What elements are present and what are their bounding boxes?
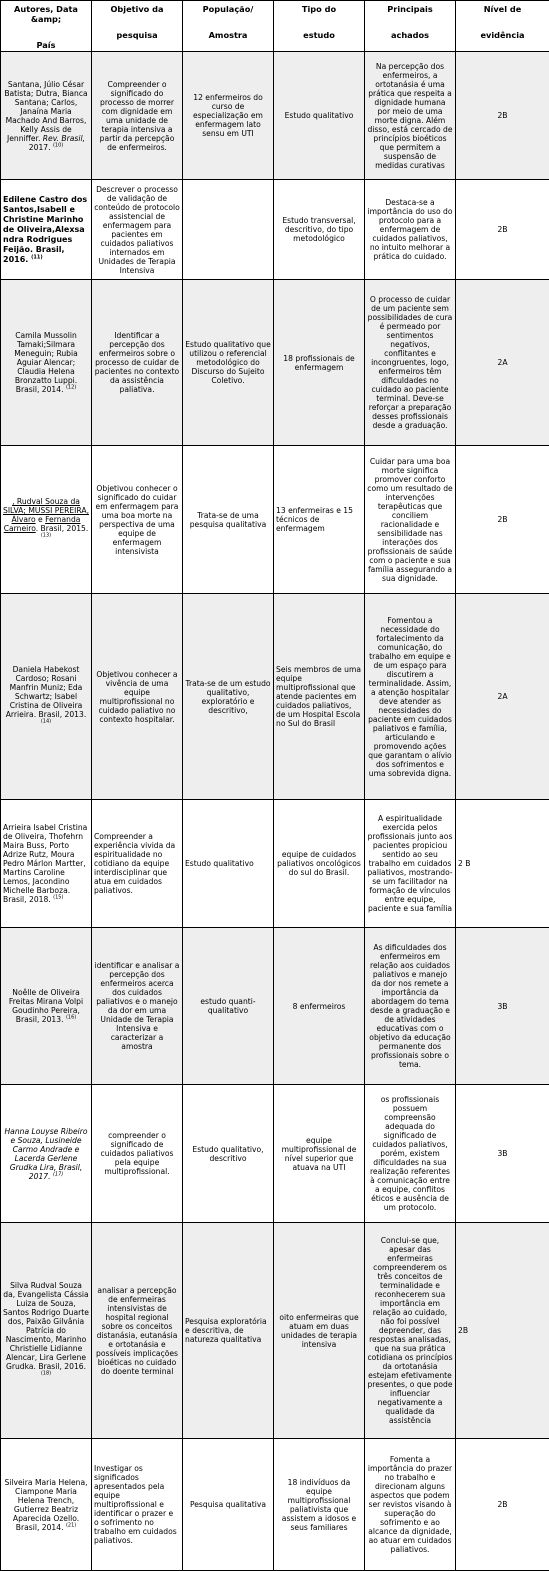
cell-objective: Objetivou conhecer a vivência de uma equipe multiprofissional no cuidado paliativo no contexto hospitalar. [92, 594, 183, 800]
cell-authors [1, 180, 92, 280]
cell-population: Estudo qualitativo que utilizou o referencial metodológico do Discurso do Sujeito Coletivo. [183, 280, 274, 446]
cell-population: estudo quanti-qualitativo [183, 928, 274, 1085]
header-findings-line2: achados [390, 30, 430, 40]
cell-study-type: equipe multiprofissional de nível superior que atuava na UTI [274, 1085, 365, 1223]
table-row [1, 1085, 549, 1223]
reference-number: (12) [65, 384, 77, 391]
cell-study-type: 13 enfermeiras e 15 técnicos de enfermagem [274, 446, 365, 594]
cell-findings: A espiritualidade exercida pelos profissionais junto aos pacientes propiciou sentido ao seu trabalho em cuidados paliativos, mostrando-se um facilitador na formação de vínculos entre equipe, paciente e sua família [365, 800, 456, 928]
reference-number: (21) [65, 1521, 77, 1528]
cell-authors [1, 594, 92, 800]
table-row [1, 280, 549, 446]
table-row [1, 800, 549, 928]
authors-text: Edilene Castro dos Santos,Isabell e Christine Marinho de Oliveira,Alexsa ndra Rodrigues Feijão. Brasil, 2016. [3, 194, 88, 264]
header-findings [365, 1, 456, 52]
authors-text: Hanna Louyse Ribeiro e Souza, Lusineide Carmo Andrade e Lacerda Gerlene Grudka Lira, Brasil, 2017. [4, 1126, 88, 1181]
cell-findings: os profissionais possuem compreensão adequada do significado de cuidados paliativos, porém, existem dificuldades na sua realização referentes à comunicação entre a equipe, conflitos éticos e ausência de um protocolo. [365, 1085, 456, 1223]
cell-population [183, 180, 274, 280]
reference-number: (14) [40, 718, 52, 725]
cell-authors [1, 1223, 92, 1439]
table-row [1, 1439, 549, 1571]
cell-study-type: Seis membros de uma equipe multiprofissional que atende pacientes em cuidados paliativos, de um Hospital Escola no Sul do Brasil [274, 594, 365, 800]
cell-findings: O processo de cuidar de um paciente sem possibilidades de cura é permeado por sentimentos negativos, conflitantes e incongruentes, logo, enfermeiros têm dificuldades no cuidado ao paciente terminal. Deve-se reforçar a preparação desses profissionais desde a graduação. [365, 280, 456, 446]
cell-study-type: 8 enfermeiros [274, 928, 365, 1085]
table-row [1, 1223, 549, 1439]
header-population-line1: População/ [202, 4, 254, 14]
header-row [1, 1, 549, 52]
cell-level: 2A [456, 594, 549, 800]
table-row [1, 180, 549, 280]
cell-population: Estudo qualitativo, descritivo [183, 1085, 274, 1223]
cell-findings: Fomentou a necessidade do fortalecimento da comunicação, do trabalho em equipe e de um espaço para discutirem a terminalidade. Assim, a atenção hospitalar deve atender as necessidades do paciente em cuidados paliativos e família, articulando e promovendo ações que garantam o alívio dos sofrimentos e uma sobrevida digna. [365, 594, 456, 800]
header-level-line2: evidência [480, 30, 525, 40]
cell-objective: Compreender o significado do processo de morrer com dignidade em uma unidade de terapia intensiva a partir da percepção de enfermeiros. [92, 52, 183, 180]
authors-link-a[interactable]: , Rudval Souza da SILVA; MUSSI PEREIRA, Álvaro [3, 497, 90, 524]
cell-authors [1, 446, 92, 594]
cell-authors [1, 800, 92, 928]
cell-population: Pesquisa qualitativa [183, 1439, 274, 1571]
table-row [1, 446, 549, 594]
reference-number: (18) [40, 1370, 52, 1377]
cell-population: Estudo qualitativo [183, 800, 274, 928]
authors-text: Santana, Júlio César Batista; Dutra, Bianca Santana; Carlos, Janaína Maria Machado And Barros, Kelly Assis de Jenniffer. [4, 79, 88, 143]
cell-level: 2B [456, 52, 549, 180]
cell-findings: Fomenta a importância do prazer no trabalho e direcionam alguns aspectos que podem ser revistos visando à superação do sofrimento e ao alcance da dignidade, ao atuar em cuidados paliativos. [365, 1439, 456, 1571]
cell-objective: Compreender a experiência vivida da espiritualidade no cotidiano da equipe interdisciplinar que atua em cuidados paliativos. [92, 800, 183, 928]
cell-objective: Descrever o processo de validação de conteúdo de protocolo assistencial de enfermagem para pacientes em cuidados paliativos internados em Unidades de Terapia Intensiva [92, 180, 183, 280]
authors-connector: e [35, 515, 46, 524]
authors-text: Silva Rudval Souza da, Evangelista Cássia Luiza de Souza, Santos Rodrigo Duarte dos, Paixão Gilvânia Patrícia do Nascimento, Marinho Christielle Lidianne Alencar, Lira Gerlene Grudka. Brasil, 2016. [3, 1281, 89, 1371]
authors-text: Camila Mussolin Tamaki;Silmara Meneguin; Rubia Aguiar Alencar; Claudia Helena Bronzatto Luppi. Brasil, 2014. [14, 331, 78, 394]
cell-level: 2B [456, 180, 549, 280]
cell-population: 12 enfermeiros do curso de especialização em enfermagem lato sensu em UTI [183, 52, 274, 180]
table-row [1, 594, 549, 800]
reference-number: (16) [65, 1014, 77, 1021]
cell-level: 2 B [456, 800, 549, 928]
header-population [183, 1, 274, 52]
reference-number: (13) [40, 532, 52, 539]
header-findings-line1: Principais [387, 4, 433, 14]
cell-level: 2B [456, 1223, 549, 1439]
cell-level: 2A [456, 280, 549, 446]
authors-journal: Rev. Brasil, [42, 133, 86, 143]
header-objective-line2: pesquisa [116, 30, 158, 40]
reference-number: (15) [53, 894, 64, 901]
cell-authors [1, 1439, 92, 1571]
cell-findings: Destaca-se a importância do uso do protocolo para a enfermagem de cuidados paliativos, no intuito melhorar a prática do cuidado. [365, 180, 456, 280]
cell-objective: analisar a percepção de enfermeiras intensivistas de hospital regional sobre os conceitos distanásia, eutanásia e ortotanásia e possíveis implicações bioéticas no cuidado do doente terminal [92, 1223, 183, 1439]
header-level [456, 1, 549, 52]
authors-year: . Brasil, 2015. [35, 524, 89, 533]
table-row [1, 928, 549, 1085]
header-population-line2: Amostra [208, 30, 248, 40]
cell-level: 3B [456, 1085, 549, 1223]
cell-authors [1, 1085, 92, 1223]
cell-authors [1, 52, 92, 180]
cell-authors [1, 280, 92, 446]
cell-level: 3B [456, 928, 549, 1085]
cell-population: Trata-se de uma pesquisa qualitativa [183, 446, 274, 594]
header-authors [1, 1, 92, 52]
cell-study-type: Estudo qualitativo [274, 52, 365, 180]
cell-objective: Investigar os significados apresentados pela equipe multiprofissional e identificar o prazer e o sofrimento no trabalho em cuidados paliativos. [92, 1439, 183, 1571]
cell-level: 2B [456, 446, 549, 594]
header-objective [92, 1, 183, 52]
header-authors-line2: País [36, 40, 56, 50]
cell-findings: Conclui-se que, apesar das enfermeiras compreenderem os três conceitos de terminalidade e reconhecerem sua importância em relação ao cuidado, não foi possível depreender, das respostas analisadas, que na sua prática cotidiana os princípios da ortotanásia estejam efetivamente presentes, o que pode influenciar negativamente a qualidade da assistência [365, 1223, 456, 1439]
header-study-type-line2: estudo [303, 30, 335, 40]
reference-number: (10) [52, 141, 64, 148]
authors-link-c[interactable]: Fernanda Carneiro [3, 515, 81, 533]
cell-population: Trata-se de um estudo qualitativo, exploratório e descritivo, [183, 594, 274, 800]
cell-level: 2B [456, 1439, 549, 1571]
cell-objective: Identificar a percepção dos enfermeiros sobre o processo de cuidar de pacientes no contexto da assistência paliativa. [92, 280, 183, 446]
reference-number: (17) [52, 1170, 64, 1177]
reference-number: (11) [31, 253, 43, 260]
authors-text: Daniela Habekost Cardoso; Rosani Manfrin Muniz; Eda Schwartz; Isabel Cristina de Oliveira Arrieira. Brasil, 2013. [5, 665, 87, 719]
cell-authors [1, 928, 92, 1085]
cell-findings: As dificuldades dos enfermeiros em relação aos cuidados paliativos e manejo da dor nos remete a importância da abordagem do tema desde a graduação e de atividades educativas com o objetivo da educação permanente dos profissionais sobre o tema. [365, 928, 456, 1085]
authors-text: Arrieira Isabel Cristina de Oliveira, Thofehrn Maira Buss, Porto Adrize Rutz, Moura Pedro Márlon Martter, Martins Caroline Lemos, Jacondino Michelle Barboza. Brasil, 2018. [3, 823, 88, 904]
authors-text: Silveira Maria Helena, Ciampone Maria Helena Trench, Gutierrez Beatriz Aparecida Ozello. Brasil, 2014. [4, 1477, 88, 1532]
cell-objective: Objetivou conhecer o significado do cuidar em enfermagem para uma boa morte na perspectiva de uma equipe de enfermagem intensivista [92, 446, 183, 594]
cell-study-type: oito enfermeiras que atuam em duas unidades de terapia intensiva [274, 1223, 365, 1439]
cell-findings: Cuidar para uma boa morte significa promover conforto como um resultado de intervenções terapêuticas que conciliem racionalidade e sensibilidade nas interações dos profissionais de saúde com o paciente e sua família assegurando a sua dignidade. [365, 446, 456, 594]
cell-study-type: equipe de cuidados paliativos oncológicos do sul do Brasil. [274, 800, 365, 928]
header-level-line1: Nível de [483, 4, 522, 14]
authors-text: Noêlle de Oliveira Freitas Mirana Volpi Goudinho Pereira, Brasil, 2013. [8, 988, 84, 1024]
header-authors-line1: Autores, Data &amp; [14, 4, 78, 24]
cell-study-type: Estudo transversal, descritivo, do tipo metodológico [274, 180, 365, 280]
cell-objective: compreender o significado de cuidados paliativos pela equipe multiprofissional. [92, 1085, 183, 1223]
cell-findings: Na percepção dos enfermeiros, a ortotanásia é uma prática que respeita a dignidade humana por meio de uma morte digna. Além disso, está cercado de princípios bioéticos que permitem a suspensão de medidas curativas [365, 52, 456, 180]
header-objective-line1: Objetivo da [110, 4, 164, 14]
authors-year: 2017. [28, 142, 51, 152]
cell-study-type: 18 indivíduos da equipe multiprofissional paliativista que assistem a idosos e seus familiares [274, 1439, 365, 1571]
cell-objective: identificar e analisar a percepção dos enfermeiros acerca dos cuidados paliativos e o manejo da dor em uma Unidade de Terapia Intensiva e caracterizar a amostra [92, 928, 183, 1085]
header-study-type-line1: Tipo do [301, 4, 337, 14]
cell-study-type: 18 profissionais de enfermagem [274, 280, 365, 446]
header-study-type [274, 1, 365, 52]
table-row [1, 52, 549, 180]
cell-population: Pesquisa exploratória e descritiva, de natureza qualitativa [183, 1223, 274, 1439]
